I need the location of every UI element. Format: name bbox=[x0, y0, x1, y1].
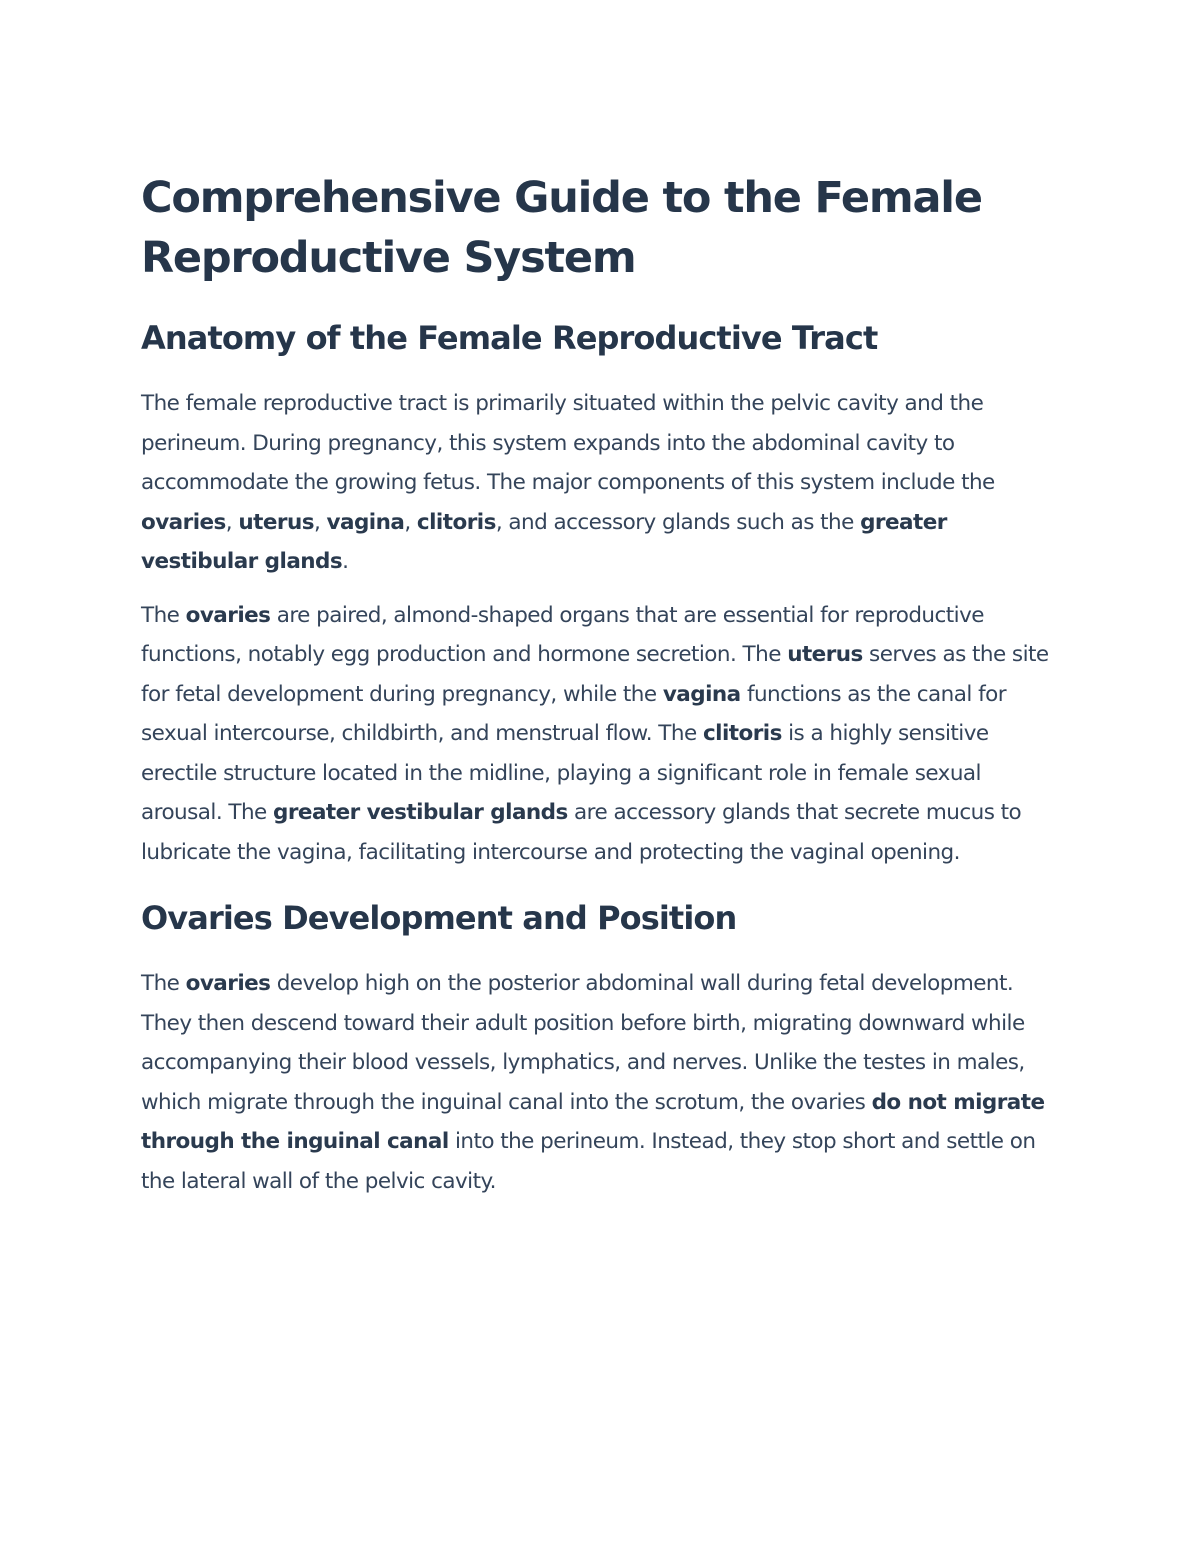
text-run: develop high on the posterior abdominal wall during fetal development. They then descend toward their adult position before birth, migrating downward while accompanying their blood vessels, lymphatics, and nerves. Unlike the testes in males, which migrate through the inguinal canal into the scrotum, the ovaries bbox=[141, 971, 1025, 1115]
document-title: Comprehensive Guide to the Female Reproductive System bbox=[141, 173, 982, 283]
document-page bbox=[141, 168, 1061, 1201]
bold-term-inguinal-canal: do not migrate through the inguinal canal bbox=[141, 1089, 1045, 1154]
text-run: are paired, almond-shaped organs that are essential for reproductive functions, notably egg production and hormone secretion. The bbox=[141, 602, 984, 667]
text-run: , and accessory glands such as the bbox=[495, 509, 861, 535]
section-heading-anatomy: Anatomy of the Female Reproductive Tract bbox=[141, 319, 878, 357]
bold-term-ovaries: ovaries bbox=[185, 602, 271, 628]
bold-term-greater-vestibular-glands: greater vestibular glands bbox=[273, 800, 568, 825]
paragraph-ovaries-development bbox=[141, 964, 1061, 1201]
bold-term-clitoris: clitoris bbox=[702, 721, 782, 746]
text-run: The female reproductive tract is primarily situated within the pelvic cavity and the perineum. During pregnancy, this system expands into the abdominal cavity to accommodate the growing fetus. The major components of this system include the bbox=[141, 391, 995, 495]
bold-term-greater-vestibular-glands: greater vestibular glands bbox=[141, 509, 947, 574]
paragraph-anatomy-functions bbox=[141, 596, 1061, 873]
text-run: , bbox=[404, 509, 417, 535]
bold-term-uterus: uterus bbox=[238, 509, 314, 535]
bold-term-ovaries: ovaries bbox=[185, 971, 271, 996]
paragraph-anatomy-overview bbox=[141, 384, 1061, 582]
bold-term-uterus: uterus bbox=[787, 642, 863, 667]
text-run: , bbox=[225, 509, 239, 535]
text-run: are accessory glands that secrete mucus to lubricate the vagina, facilitating intercourse and protecting the vaginal opening. bbox=[141, 800, 1022, 865]
text-run: The bbox=[141, 971, 186, 996]
text-run: functions as the canal for sexual intercourse, childbirth, and menstrual flow. The bbox=[141, 681, 1006, 746]
text-run: . bbox=[342, 549, 349, 574]
text-run: is a highly sensitive erectile structure located in the midline, playing a significant role in female sexual arousal. The bbox=[141, 721, 989, 825]
text-run: serves as the site for fetal development during pregnancy, while the bbox=[141, 642, 1049, 707]
bold-term-clitoris: clitoris bbox=[416, 509, 496, 535]
text-run: , bbox=[313, 509, 327, 535]
bold-term-ovaries: ovaries bbox=[141, 509, 226, 535]
bold-term-vagina: vagina bbox=[326, 509, 405, 535]
text-run: The bbox=[141, 602, 186, 628]
bold-term-vagina: vagina bbox=[662, 681, 741, 707]
text-run: into the perineum. Instead, they stop short and settle on the lateral wall of the pelvic cavity. bbox=[141, 1129, 1036, 1194]
section-heading-ovaries: Ovaries Development and Position bbox=[141, 899, 737, 937]
